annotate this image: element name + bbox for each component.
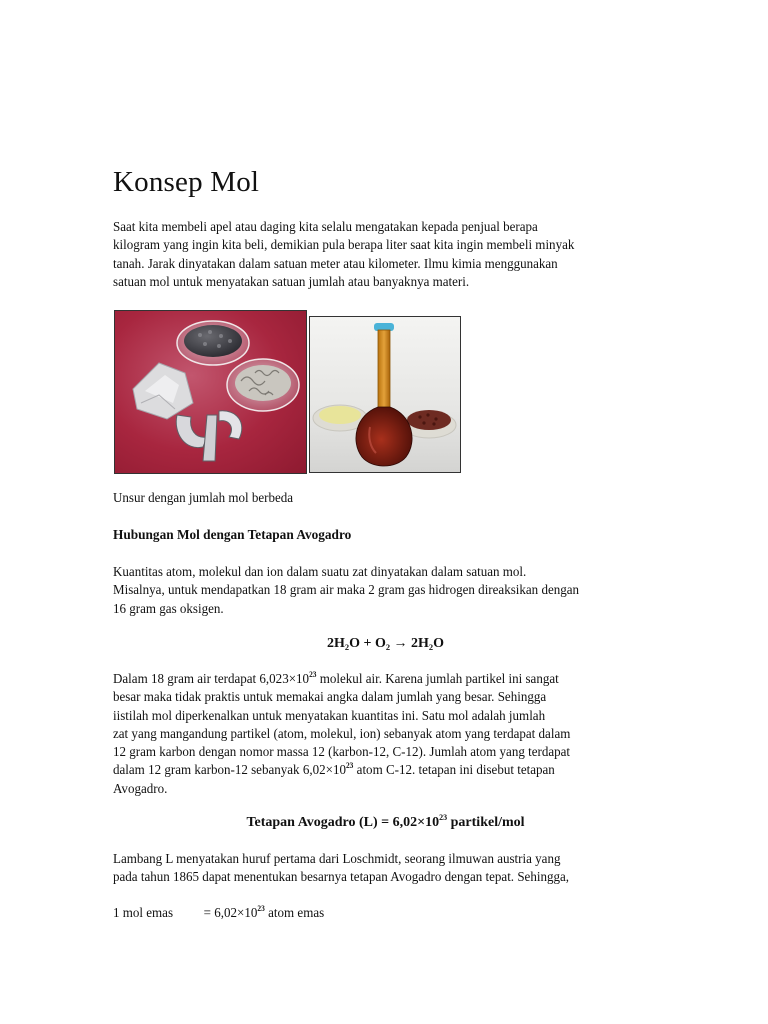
- gold-label: 1 mol emas: [113, 906, 174, 921]
- paragraph-line: besar maka tidak praktis untuk memakai angka dalam jumlah yang besar. Sehingga: [113, 690, 547, 706]
- intro-line: satuan mol untuk menyatakan satuan jumlah atau banyaknya materi.: [113, 274, 470, 290]
- section-heading: Hubungan Mol dengan Tetapan Avogadro: [113, 528, 352, 543]
- avogadro-constant-formula: Tetapan Avogadro $(L) = 6,02\times 10^{23}$ partikel/mol: [246, 813, 525, 830]
- figure-caption: Unsur dengan jumlah mol berbeda: [113, 491, 294, 506]
- metal-strip-left: [176, 415, 207, 448]
- flask-neck: [378, 330, 390, 410]
- paragraph-line: Lambang L menyatakan huruf pertama dari Loschmidt, seorang ilmuwan austria yang: [113, 852, 561, 867]
- photo-flask-compounds: [309, 316, 461, 473]
- flask-bulb: [356, 407, 412, 466]
- flask-compounds-illustration: [310, 317, 460, 472]
- metal-elements-illustration: [115, 311, 306, 473]
- yellow-powder: [319, 406, 361, 424]
- paragraph-line: dalam 12 gram karbon-12 sebanyak $6,02\times 10^{23}$ atom C-12. tetapan ini disebut tetapan: [113, 761, 555, 779]
- exponent: 23: [309, 670, 317, 679]
- paragraph-line: pada tahun 1865 dapat menentukan besarnya tetapan Avogadro dengan tepat. Sehingga,: [113, 870, 570, 886]
- paragraph-line: zat yang mangandung partikel (atom, molekul, ion) sebanyak atom yang terdapat dalam: [113, 726, 571, 742]
- gold-mole-line: [113, 905, 620, 923]
- metal-strip-right: [219, 411, 242, 439]
- paragraph-line: Avogadro.: [113, 781, 168, 797]
- paragraph-line: 12 gram karbon dengan nomor massa 12 (karbon-12, C-12). Jumlah atom yang terdapat: [113, 745, 571, 761]
- exponent: 23: [439, 813, 448, 822]
- paragraph-line: iistilah mol diperkenalkan untuk menyatakan kuantitas ini. Satu mol adalah jumlah: [113, 708, 546, 724]
- paragraph-line: 16 gram gas oksigen.: [113, 601, 224, 617]
- reaction-equation: 2H₂O + O₂ → 2H₂O: [326, 636, 445, 651]
- paragraph-line: Misalnya, untuk mendapatkan 18 gram air maka 2 gram gas hidrogen direaksikan dengan: [113, 583, 580, 599]
- metal-pellets: [184, 325, 242, 357]
- intro-line: Saat kita membeli apel atau daging kita selalu mengatakan kepada penjual berapa: [113, 220, 538, 235]
- paragraph-line: Dalam 18 gram air terdapat $6,023\times 10^{23}$ molekul air. Karena jumlah partikel ini sangat: [113, 670, 559, 687]
- gold-value: = $6,02\times 10^{23}$ atom emas: [203, 904, 325, 921]
- paragraph-line: Kuantitas atom, molekul dan ion dalam suatu zat dinyatakan dalam satuan mol.: [113, 565, 527, 580]
- intro-line: tanah. Jarak dinyatakan dalam satuan meter atau kilometer. Ilmu kimia menggunakan: [113, 256, 558, 272]
- paragraph-mol-quantity: [113, 564, 620, 619]
- intro-line: kilogram yang ingin kita beli, demikian pula berapa liter saat kita ingin membeli minyak: [113, 238, 575, 254]
- photo-metal-elements: [114, 310, 307, 474]
- exponent: 23: [345, 761, 354, 771]
- dark-red-crystals: [407, 410, 451, 430]
- intro-paragraph: [113, 219, 620, 292]
- paragraph-loschmidt: [113, 851, 620, 888]
- exponent: 23: [257, 904, 265, 913]
- page-title: Konsep Mol: [113, 166, 260, 198]
- paragraph-avogadro-explanation: [113, 671, 620, 799]
